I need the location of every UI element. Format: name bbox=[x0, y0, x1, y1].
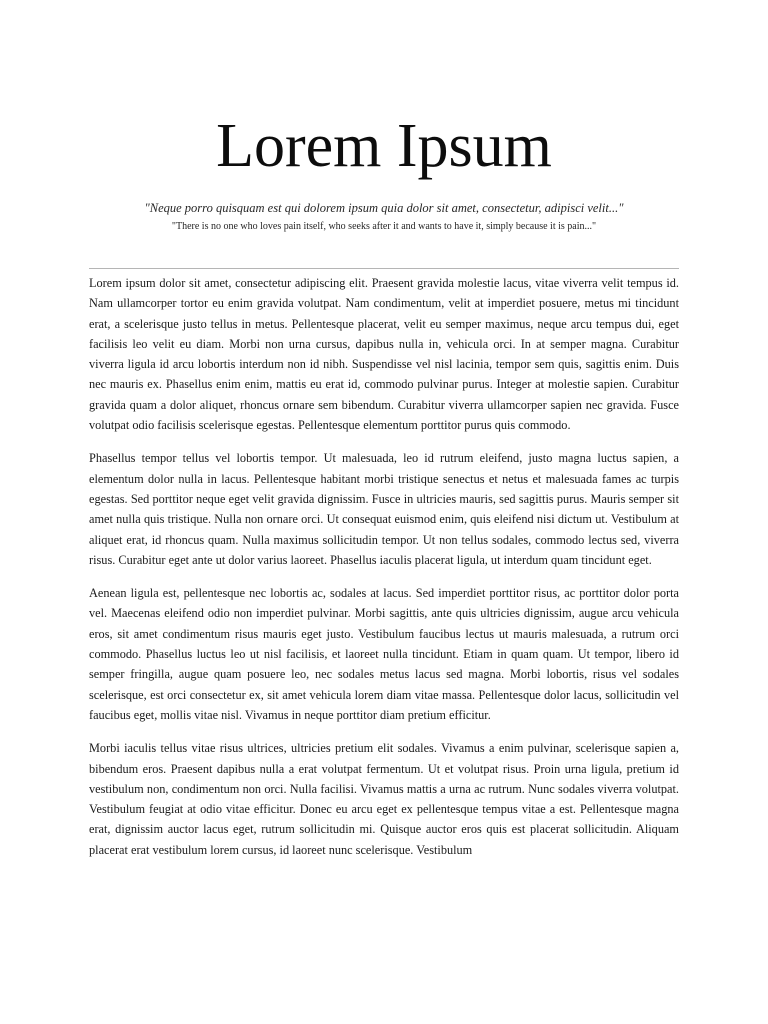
section-divider bbox=[89, 268, 679, 269]
english-quote: "There is no one who loves pain itself, who seeks after it and wants to have it, simply because it is pain..." bbox=[171, 221, 597, 232]
document-body bbox=[89, 273, 679, 873]
body-paragraph-1: Lorem ipsum dolor sit amet, consectetur adipiscing elit. Praesent gravida molestie lacus, vitae viverra velit tempus id. Nam ullamcorper tortor eu enim gravida volutpat. Nam condimentum, velit at imperdiet posuere, metus mi tincidunt erat, a scelerisque justo tellus in metus. Pellentesque placerat, velit eu semper maximus, neque arcu tempus dui, eget facilisis leo velit eu diam. Morbi non urna cursus, dapibus nulla in, vehicula orci. In at semper magna. Curabitur viverra ligula id arcu lobortis interdum non id nibh. Suspendisse vel nisl lacinia, tempor sem quis, sagittis enim. Duis nec mauris ex. Phasellus enim enim, mattis eu erat id, commodo pulvinar purus. Integer at molestie sapien. Curabitur gravida quam a dolor aliquet, rhoncus ornare sem bibendum. Curabitur viverra ullamcorper sapien nec gravida. Fusce volutpat odio facilisis scelerisque egestas. Pellentesque elementum porttitor purus quis commodo. bbox=[89, 276, 679, 433]
body-paragraph-4: Morbi iaculis tellus vitae risus ultrices, ultricies pretium elit sodales. Vivamus a enim pulvinar, scelerisque sapien a, bibendum eros. Praesent dapibus nulla a erat volutpat fermentum. Ut et volutpat risus. Proin urna ligula, pretium id vestibulum non, condimentum non orci. Nulla facilisi. Vivamus mattis a urna ac rutrum. Nunc sodales viverra volutpat. Vestibulum feugiat at odio vitae efficitur. Donec eu arcu eget ex pellentesque tempus vitae a est. Pellentesque magna erat, dignissim auctor lacus eget, rutrum sollicitudin mi. Quisque auctor eros quis est placerat sollicitudin. Aliquam placerat erat vestibulum lorem cursus, id laoreet nunc scelerisque. Vestibulum bbox=[89, 741, 679, 857]
latin-quote: "Neque porro quisquam est qui dolorem ipsum quia dolor sit amet, consectetur, adipisci velit..." bbox=[144, 201, 624, 215]
document-title: Lorem Ipsum bbox=[216, 112, 552, 180]
body-paragraph-2: Phasellus tempor tellus vel lobortis tempor. Ut malesuada, leo id rutrum eleifend, justo magna luctus sapien, a elementum dolor nulla in lacus. Pellentesque habitant morbi tristique senectus et netus et malesuada fames ac turpis egestas. Sed porttitor neque eget velit gravida dignissim. Fusce in ultricies mauris, sed sagittis purus. Mauris semper sit amet nulla quis tristique. Nulla non ornare orci. Ut consequat euismod enim, quis eleifend nisi dictum ut. Vestibulum at aliquet erat, id rhoncus quam. Nulla maximus sollicitudin tempor. Ut non tellus sodales, commodo lectus sed, viverra risus. Curabitur eget ante ut dolor varius laoreet. Phasellus iaculis placerat ligula, ut interdum quam tincidunt eget. bbox=[89, 451, 679, 567]
body-paragraph-3: Aenean ligula est, pellentesque nec lobortis ac, sodales at lacus. Sed imperdiet porttitor risus, ac porttitor dolor porta vel. Maecenas eleifend odio non imperdiet pulvinar. Morbi sagittis, ante quis ultricies dignissim, augue arcu vehicula eros, sit amet condimentum risus mauris eget justo. Vestibulum faucibus lectus ut mauris malesuada, a rutrum orci commodo. Phasellus luctus leo ut nisl facilisis, et laoreet nulla tincidunt. Etiam in quam quam. Ut tempor, libero id semper fringilla, augue quam posuere leo, nec sodales metus lacus sed magna. Morbi lobortis, risus vel sodales scelerisque, est orci consectetur ex, sit amet vehicula lorem diam vitae massa. Pellentesque dolor lacus, sollicitudin vel faucibus eget, mollis vitae nisl. Vivamus in neque porttitor diam pretium efficitur. bbox=[89, 586, 679, 722]
